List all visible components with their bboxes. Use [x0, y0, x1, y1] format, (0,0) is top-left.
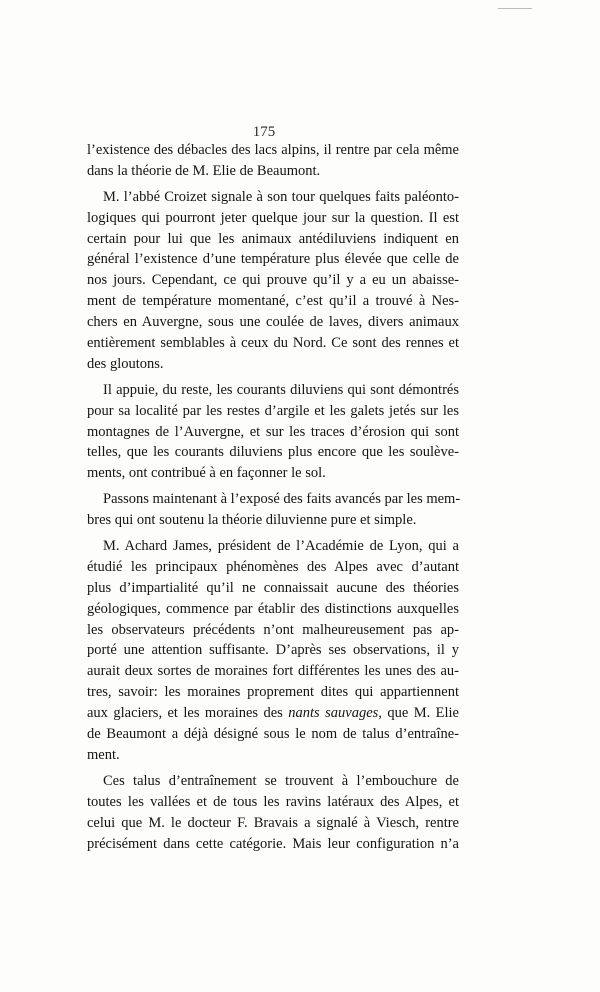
text-line: ment de température momentané, c’est qu’il a trouvé à Nes- [87, 293, 459, 310]
text-line: ments, ont contribué à en façonner le sol. [87, 465, 326, 482]
paragraph-6 [87, 771, 459, 855]
text-line: dans la théorie de M. Elie de Beaumont. [87, 162, 321, 179]
text-line: aurait deux sortes de moraines fort différentes les unes des au- [87, 663, 459, 680]
body-text [87, 140, 459, 854]
page-number: 175 [252, 124, 276, 140]
text-line: plus d’impartialité qu’il ne connaissait aucune des théories [87, 579, 459, 596]
text-line: porté une attention suffisante. D’après ses observations, il y [87, 642, 459, 659]
text-line: tres, savoir: les moraines proprement dites qui appartiennent [87, 684, 459, 701]
paragraph-4 [87, 489, 459, 531]
text-line: montagnes de l’Auvergne, et sur les traces d’érosion qui sont [87, 423, 459, 440]
text-segment: , que M. Elie [378, 705, 459, 722]
text-line: géologiques, commence par établir des distinctions auxquelles [87, 600, 459, 617]
italic-term: nants sauvages [288, 705, 379, 722]
paragraph-2 [87, 187, 459, 375]
paragraph-1 [87, 140, 459, 182]
text-line: des gloutons. [87, 355, 164, 372]
text-line: logiques qui pourront jeter quelque jour sur la question. Il est [87, 209, 459, 226]
text-line: bres qui ont soutenu la théorie diluvienne pure et simple. [87, 512, 417, 529]
text-line: M. Achard James, président de l’Académie de Lyon, qui a [103, 538, 459, 555]
text-line [87, 703, 459, 724]
text-line: chers en Auvergne, sous une coulée de laves, divers animaux [87, 314, 459, 331]
text-line: telles, que les courants diluviens plus encore que les soulève- [87, 444, 459, 461]
text-line: ment. [87, 746, 120, 763]
text-line: certain pour lui que les animaux antédiluviens indiquent en [87, 230, 459, 247]
text-line: celui que M. le docteur F. Bravais a signalé à Viesch, rentre [87, 814, 459, 831]
text-line: entièrement semblables à ceux du Nord. Ce sont des rennes et [87, 335, 459, 352]
text-line: toutes les vallées et de tous les ravins latéraux des Alpes, et [87, 793, 459, 810]
corner-mark [498, 8, 532, 9]
paragraph-3 [87, 380, 459, 484]
text-line: étudié les principaux phénomènes des Alpes avec d’autant [87, 558, 459, 575]
text-segment: aux glaciers, et les moraines des [87, 705, 289, 722]
text-line: précisément dans cette catégorie. Mais leur configuration n’a [87, 835, 459, 852]
text-line: Ces talus d’entraînement se trouvent à l’embouchure de [103, 772, 459, 789]
text-line: pour sa localité par les restes d’argile et les galets jetés sur les [87, 402, 459, 419]
text-line: Il appuie, du reste, les courants diluviens qui sont démontrés [103, 381, 459, 398]
text-line: nos jours. Cependant, ce qui prouve qu’il y a eu un abaisse- [87, 272, 459, 289]
text-line: de Beaumont a déjà désigné sous le nom de talus d’entraîne- [87, 726, 459, 743]
paragraph-5 [87, 536, 459, 766]
text-line: Passons maintenant à l’exposé des faits avancés par les mem- [103, 491, 461, 508]
text-line: l’existence des débacles des lacs alpins, il rentre par cela même [87, 142, 459, 158]
text-line: général l’existence d’une température plus élevée que celle de [87, 251, 459, 268]
text-line: les observateurs précédents n’ont malheureusement pas ap- [87, 621, 459, 638]
text-line: M. l’abbé Croizet signale à son tour quelques faits paléonto- [103, 188, 459, 205]
